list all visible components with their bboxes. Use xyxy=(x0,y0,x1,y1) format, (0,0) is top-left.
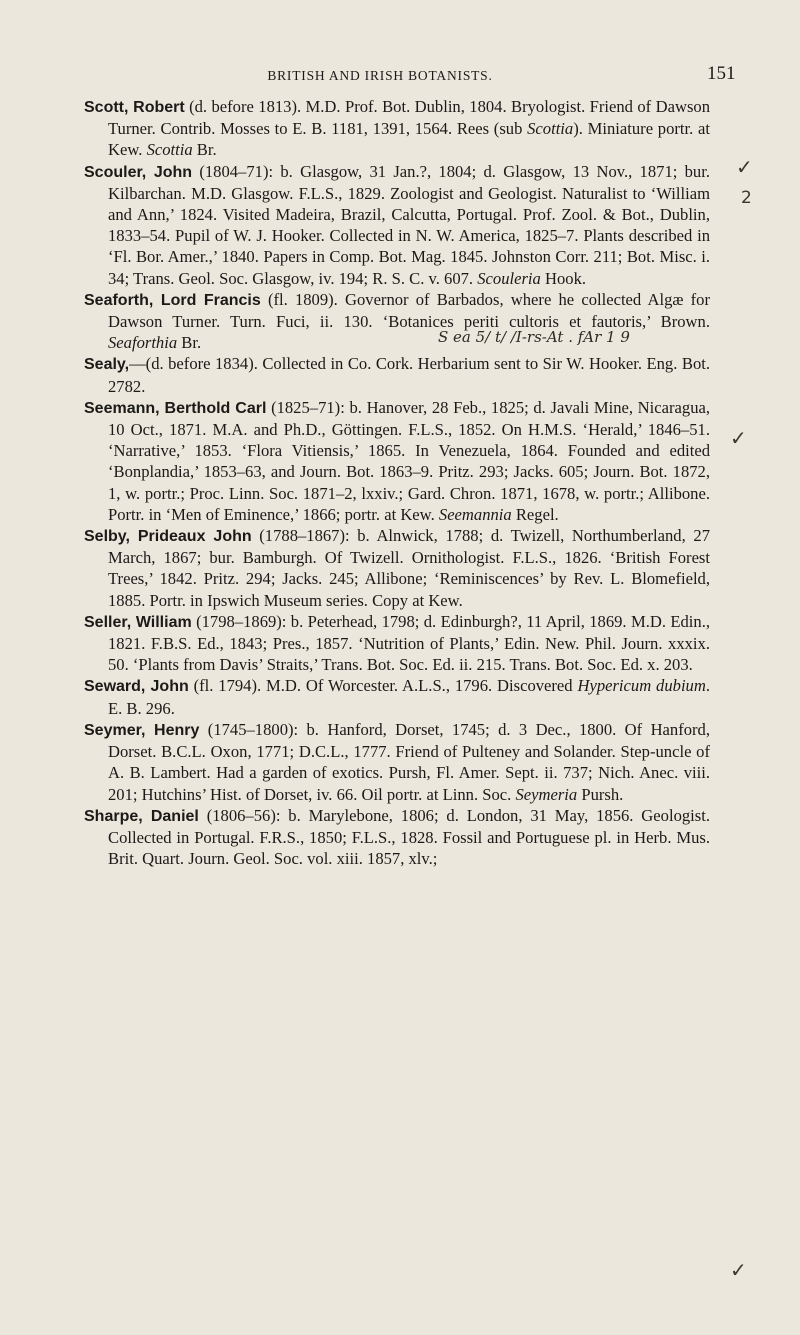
entry-name: Seemann, Berthold Carl xyxy=(84,399,267,417)
entry-text: (1798–1869): b. Peterhead, 1798; d. Edinburgh?, 11 April, 1869. M.D. Edin., 1821. F.B.S. Ed., 1843; Pres., 1857. ‘Nutrition of Plants,’ Edin. New. Phil. Journ. xxxix. 50. ‘Plants from Davis’ Straits,’ Trans. Bot. Soc. Ed. ii. 215. Trans. Bot. Soc. Ed. x. 203. xyxy=(108,611,711,675)
entry-italic: Hypericum dubium xyxy=(577,676,706,696)
entry-name: Seymer, Henry xyxy=(84,721,200,739)
entry-text: Hook. xyxy=(540,268,587,288)
entry-name: Seward, John xyxy=(84,678,189,696)
entry-italic: Scouleria xyxy=(477,268,541,288)
entry-text: ). Miniature portr. at Kew. xyxy=(108,119,710,160)
entry-text: (1745–1800): b. Hanford, Dorset, 1745; d. 3 Dec., 1800. Of Hanford, Dorset. B.C.L. Oxon, 1771; D.C.L., 1777. Friend of Pulteney and Solander. Step-uncle of A. B. Lambert. Had a garden of exotics. Pursh, Fl. Amer. Sept. ii. 737; Nich. Anec. viii. 201; Hutchins’ Hist. of Dorset, iv. 66. Oil portr. at Linn. Soc. xyxy=(108,719,711,804)
handwritten-annotation: S ea 5/ t/ /I-rs-At . fAr 1 9 xyxy=(438,328,630,346)
entry-name: Sealy, xyxy=(84,356,130,374)
entry-text: —(d. before 1834). Collected in Co. Cork. Herbarium sent to Sir W. Hooker. Eng. Bot. 2782. xyxy=(108,354,710,396)
entry-text: (d. before 1813). M.D. Prof. Bot. Dublin, 1804. Bryologist. Friend of Dawson Turner. Contrib. Mosses to E. B. 1181, 1391, 1564. Rees (sub xyxy=(108,97,710,139)
entry-text: (1788–1867): b. Alnwick, 1788; d. Twizell, Northumberland, 27 March, 1867; bur. Bamburgh. Of Twizell. Ornithologist. F.L.S., 1826. ‘British Forest Trees,’ 1842. Pritz. 294; Jacks. 245; Allibone; ‘Reminiscences’ by Rev. L. Blomefield, 1885. Portr. in Ipswich Museum series. Copy at Kew. xyxy=(108,526,710,610)
margin-number: 2 xyxy=(741,188,752,208)
entry-text: . E. B. 296. xyxy=(108,676,710,718)
entry-italic: Scottia xyxy=(527,119,574,139)
entries-list xyxy=(84,96,710,869)
list-item xyxy=(84,96,710,161)
entry-italic: Seaforthia xyxy=(108,333,178,353)
check-mark-icon: ✓ xyxy=(730,426,747,450)
entry-text: (1806–56): b. Marylebone, 1806; d. London, 31 May, 1856. Geologist. Collected in Portugal. F.R.S., 1850; F.L.S., 1828. Fossil and Portuguese pl. in Herb. Mus. Brit. Quart. Journ. Geol. Soc. vol. xiii. 1857, xlv.; xyxy=(108,805,710,869)
entry-italic: Seemannia xyxy=(438,504,512,524)
list-item xyxy=(84,611,710,676)
entry-name: Scouler, John xyxy=(84,163,193,181)
entry-name: Seaforth, Lord Francis xyxy=(84,291,261,309)
list-item xyxy=(84,719,710,805)
entry-text: (1825–71): b. Hanover, 28 Feb., 1825; d. Javali Mine, Nicaragua, 10 Oct., 1871. M.A. and Ph.D., Göttingen. F.L.S., 1852. On H.M.S. ‘Herald,’ 1846–51. ‘Narrative,’ 1853. ‘Flora Vitiensis,’ 1865. In Venezuela, 1864. Founded and edited ‘Bonplandia,’ 1853–63, and Journ. Bot. 1863–9. Pritz. 293; Jacks. 605; Journ. Bot. 1872, 1, w. portr.; Proc. Linn. Soc. 1871–2, lxxiv.; Gard. Chron. 1871, 1678, w. portr.; Allibone. Portr. in ‘Men of Eminence,’ 1866; portr. at Kew. xyxy=(108,397,711,524)
entry-italic: Seymeria xyxy=(515,784,578,804)
entry-text: (fl. 1794). M.D. Of Worcester. A.L.S., 1796. Discovered xyxy=(188,676,578,696)
check-mark-icon: ✓ xyxy=(736,155,753,179)
entry-italic: Scottia xyxy=(146,140,193,160)
entry-text: Pursh. xyxy=(577,784,624,804)
entry-name: Seller, William xyxy=(84,613,192,631)
entry-text: Br. xyxy=(177,333,202,353)
entry-text: Br. xyxy=(192,140,217,160)
list-item xyxy=(84,675,710,718)
entry-text: (1804–71): b. Glasgow, 31 Jan.?, 1804; d. Glasgow, 13 Nov., 1871; bur. Kilbarchan. M.D. Glasgow. F.L.S., 1829. Zoologist and Geologist. Naturalist to ‘William and Ann,’ 1824. Visited Madeira, Brazil, Calcutta, Portugal. Prof. Zool. & Bot., Dublin, 1833–54. Pupil of W. J. Hooker. Collected in N. W. America, 1825–7. Plants described in ‘Fl. Bor. Amer.,’ 1840. Papers in Comp. Bot. Mag. 1845. Johnston Corr. 211; Bot. Misc. i. 34; Trans. Geol. Soc. Glasgow, iv. 194; R. S. C. v. 607. xyxy=(108,161,710,288)
running-head: BRITISH AND IRISH BOTANISTS. xyxy=(267,68,493,83)
list-item xyxy=(84,525,710,611)
list-item xyxy=(84,353,710,396)
page-number: 151 xyxy=(707,63,736,84)
entry-name: Scott, Robert xyxy=(84,99,185,116)
check-mark-icon: ✓ xyxy=(730,1258,747,1282)
list-item xyxy=(84,397,710,525)
entry-name: Sharpe, Daniel xyxy=(84,807,199,825)
entry-name: Selby, Prideaux John xyxy=(84,528,252,546)
entry-text: (fl. 1809). Governor of Barbados, where he collected Algæ for Dawson Turner. Turn. Fuci, ii. 130. ‘Botanices periti cultoris et fautoris,’ Brown. xyxy=(108,289,710,332)
entry-text: Regel. xyxy=(511,504,559,524)
list-item xyxy=(84,805,710,870)
list-item xyxy=(84,161,710,289)
